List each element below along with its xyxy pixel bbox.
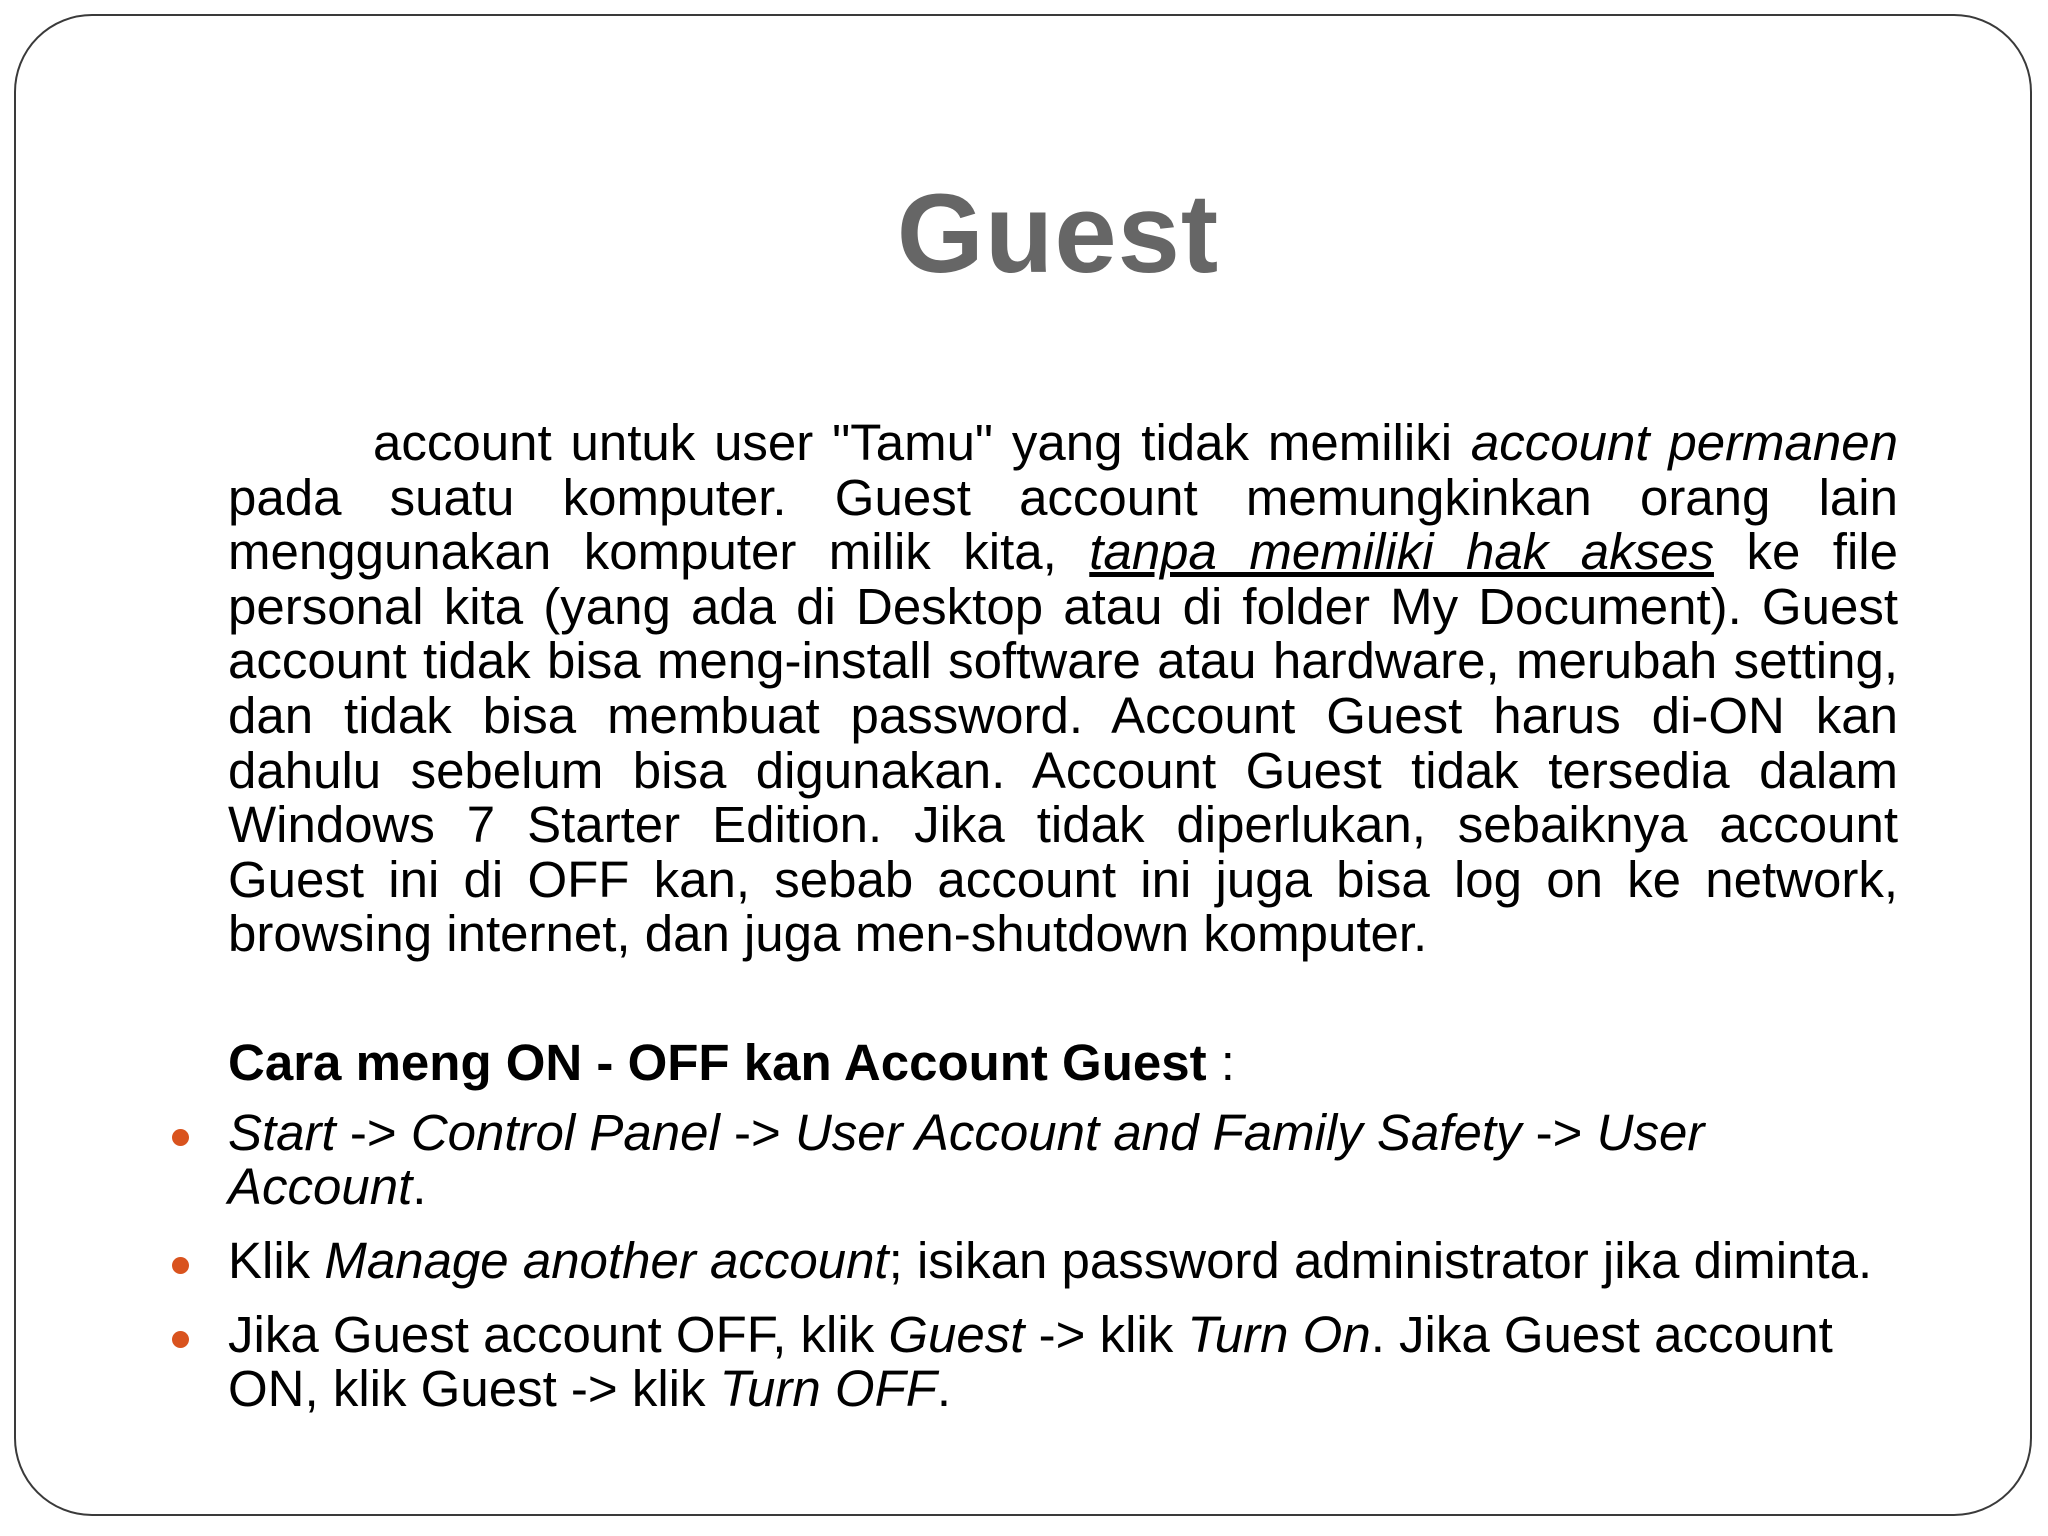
text-run: ->: [1521, 1103, 1597, 1161]
text-run: Turn On: [1187, 1305, 1371, 1363]
text-run: Guest: [888, 1305, 1025, 1363]
steps-heading-suffix: :: [1206, 1033, 1235, 1091]
step-item: [228, 1103, 1898, 1215]
text-run: .: [936, 1359, 952, 1417]
text-run: User Account and Family Safety: [794, 1103, 1522, 1161]
text-run: account untuk user "Tamu" yang tidak memiliki: [373, 414, 1471, 471]
text-run: ; isikan password administrator jika diminta.: [888, 1231, 1873, 1289]
slide-frame: [14, 14, 2032, 1516]
text-run: . Jika Guest account ON, klik Guest -> klik: [228, 1305, 1833, 1417]
text-run: Control Panel: [410, 1103, 720, 1161]
text-run: tanpa memiliki hak akses: [1089, 523, 1714, 581]
text-run: ->: [719, 1103, 795, 1161]
description-paragraph: [228, 416, 1898, 962]
slide-title: Guest: [896, 171, 1220, 296]
text-run: ke file personal kita (yang ada di Desktop atau di folder My Document). Guest account tidak bisa meng-install software atau hardware, merubah setting, dan tidak bisa membuat password. Account Guest harus di-ON kan dahulu sebelum bisa digunakan. Account Guest tidak tersedia dalam Windows 7 Starter Edition. Jika tidak diperlukan, sebaiknya account Guest ini di OFF kan, sebab account ini juga bisa log on ke network, browsing internet, dan juga men-shutdown komputer.: [228, 523, 1898, 963]
slide-body: [228, 416, 1898, 1436]
text-run: User Account: [228, 1103, 1705, 1215]
steps-list: [228, 1103, 1898, 1417]
text-run: Manage another account: [324, 1231, 889, 1289]
text-run: account permanen: [1470, 414, 1898, 471]
steps-heading: [228, 1033, 1898, 1091]
text-run: pada suatu komputer. Guest account memungkinkan orang lain menggunakan komputer milik kita,: [228, 468, 1898, 581]
text-run: Jika Guest account OFF, klik: [228, 1305, 889, 1363]
step-item: [228, 1231, 1898, 1289]
text-run: -> klik: [1024, 1305, 1188, 1363]
text-run: Turn OFF: [719, 1359, 937, 1417]
step-item: [228, 1305, 1898, 1417]
text-run: Klik: [228, 1231, 325, 1289]
text-run: .: [412, 1157, 427, 1215]
steps-heading-bold: Cara meng ON - OFF kan Account Guest: [228, 1033, 1207, 1091]
text-run: Start: [228, 1103, 336, 1161]
text-run: ->: [335, 1103, 411, 1161]
